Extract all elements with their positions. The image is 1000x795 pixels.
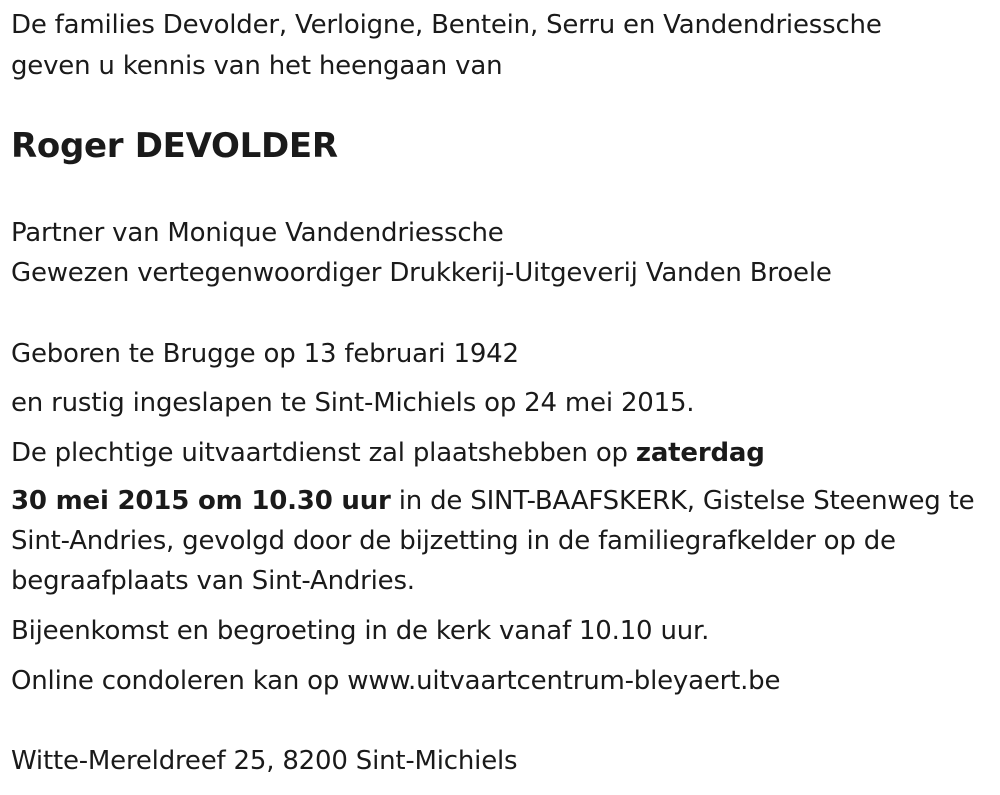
service-day: zaterdag [635, 438, 765, 468]
gathering-line: Bijeenkomst en begroeting in de kerk vanaf 10.10 uur. [11, 616, 710, 646]
partner-line: Partner van Monique Vandendriessche [11, 218, 504, 248]
service-date-time: 30 mei 2015 om 10.30 uur [11, 486, 391, 516]
address-line: Witte-Mereldreef 25, 8200 Sint-Michiels [11, 746, 518, 776]
service-intro-text: De plechtige uitvaartdienst zal plaatshebben op [11, 438, 636, 468]
born-line: Geboren te Brugge op 13 februari 1942 [11, 339, 519, 369]
condolence-line: Online condoleren kan op www.uitvaartcentrum-bleyaert.be [11, 666, 781, 696]
deceased-name: Roger DEVOLDER [11, 126, 338, 166]
service-line-2 [11, 481, 974, 521]
service-location: in de SINT-BAAFSKERK, Gistelse Steenweg te [390, 486, 975, 516]
service-line-3: Sint-Andries, gevolgd door de bijzetting in de familiegrafkelder op de [11, 526, 896, 556]
intro-line-2: geven u kennis van het heengaan van [11, 51, 503, 81]
died-line: en rustig ingeslapen te Sint-Michiels op 24 mei 2015. [11, 388, 695, 418]
service-line-1 [11, 433, 765, 473]
service-line-4: begraafplaats van Sint-Andries. [11, 566, 415, 596]
intro-line-1: De families Devolder, Verloigne, Bentein, Serru en Vandendriessche [11, 10, 882, 40]
occupation-line: Gewezen vertegenwoordiger Drukkerij-Uitgeverij Vanden Broele [11, 258, 832, 288]
